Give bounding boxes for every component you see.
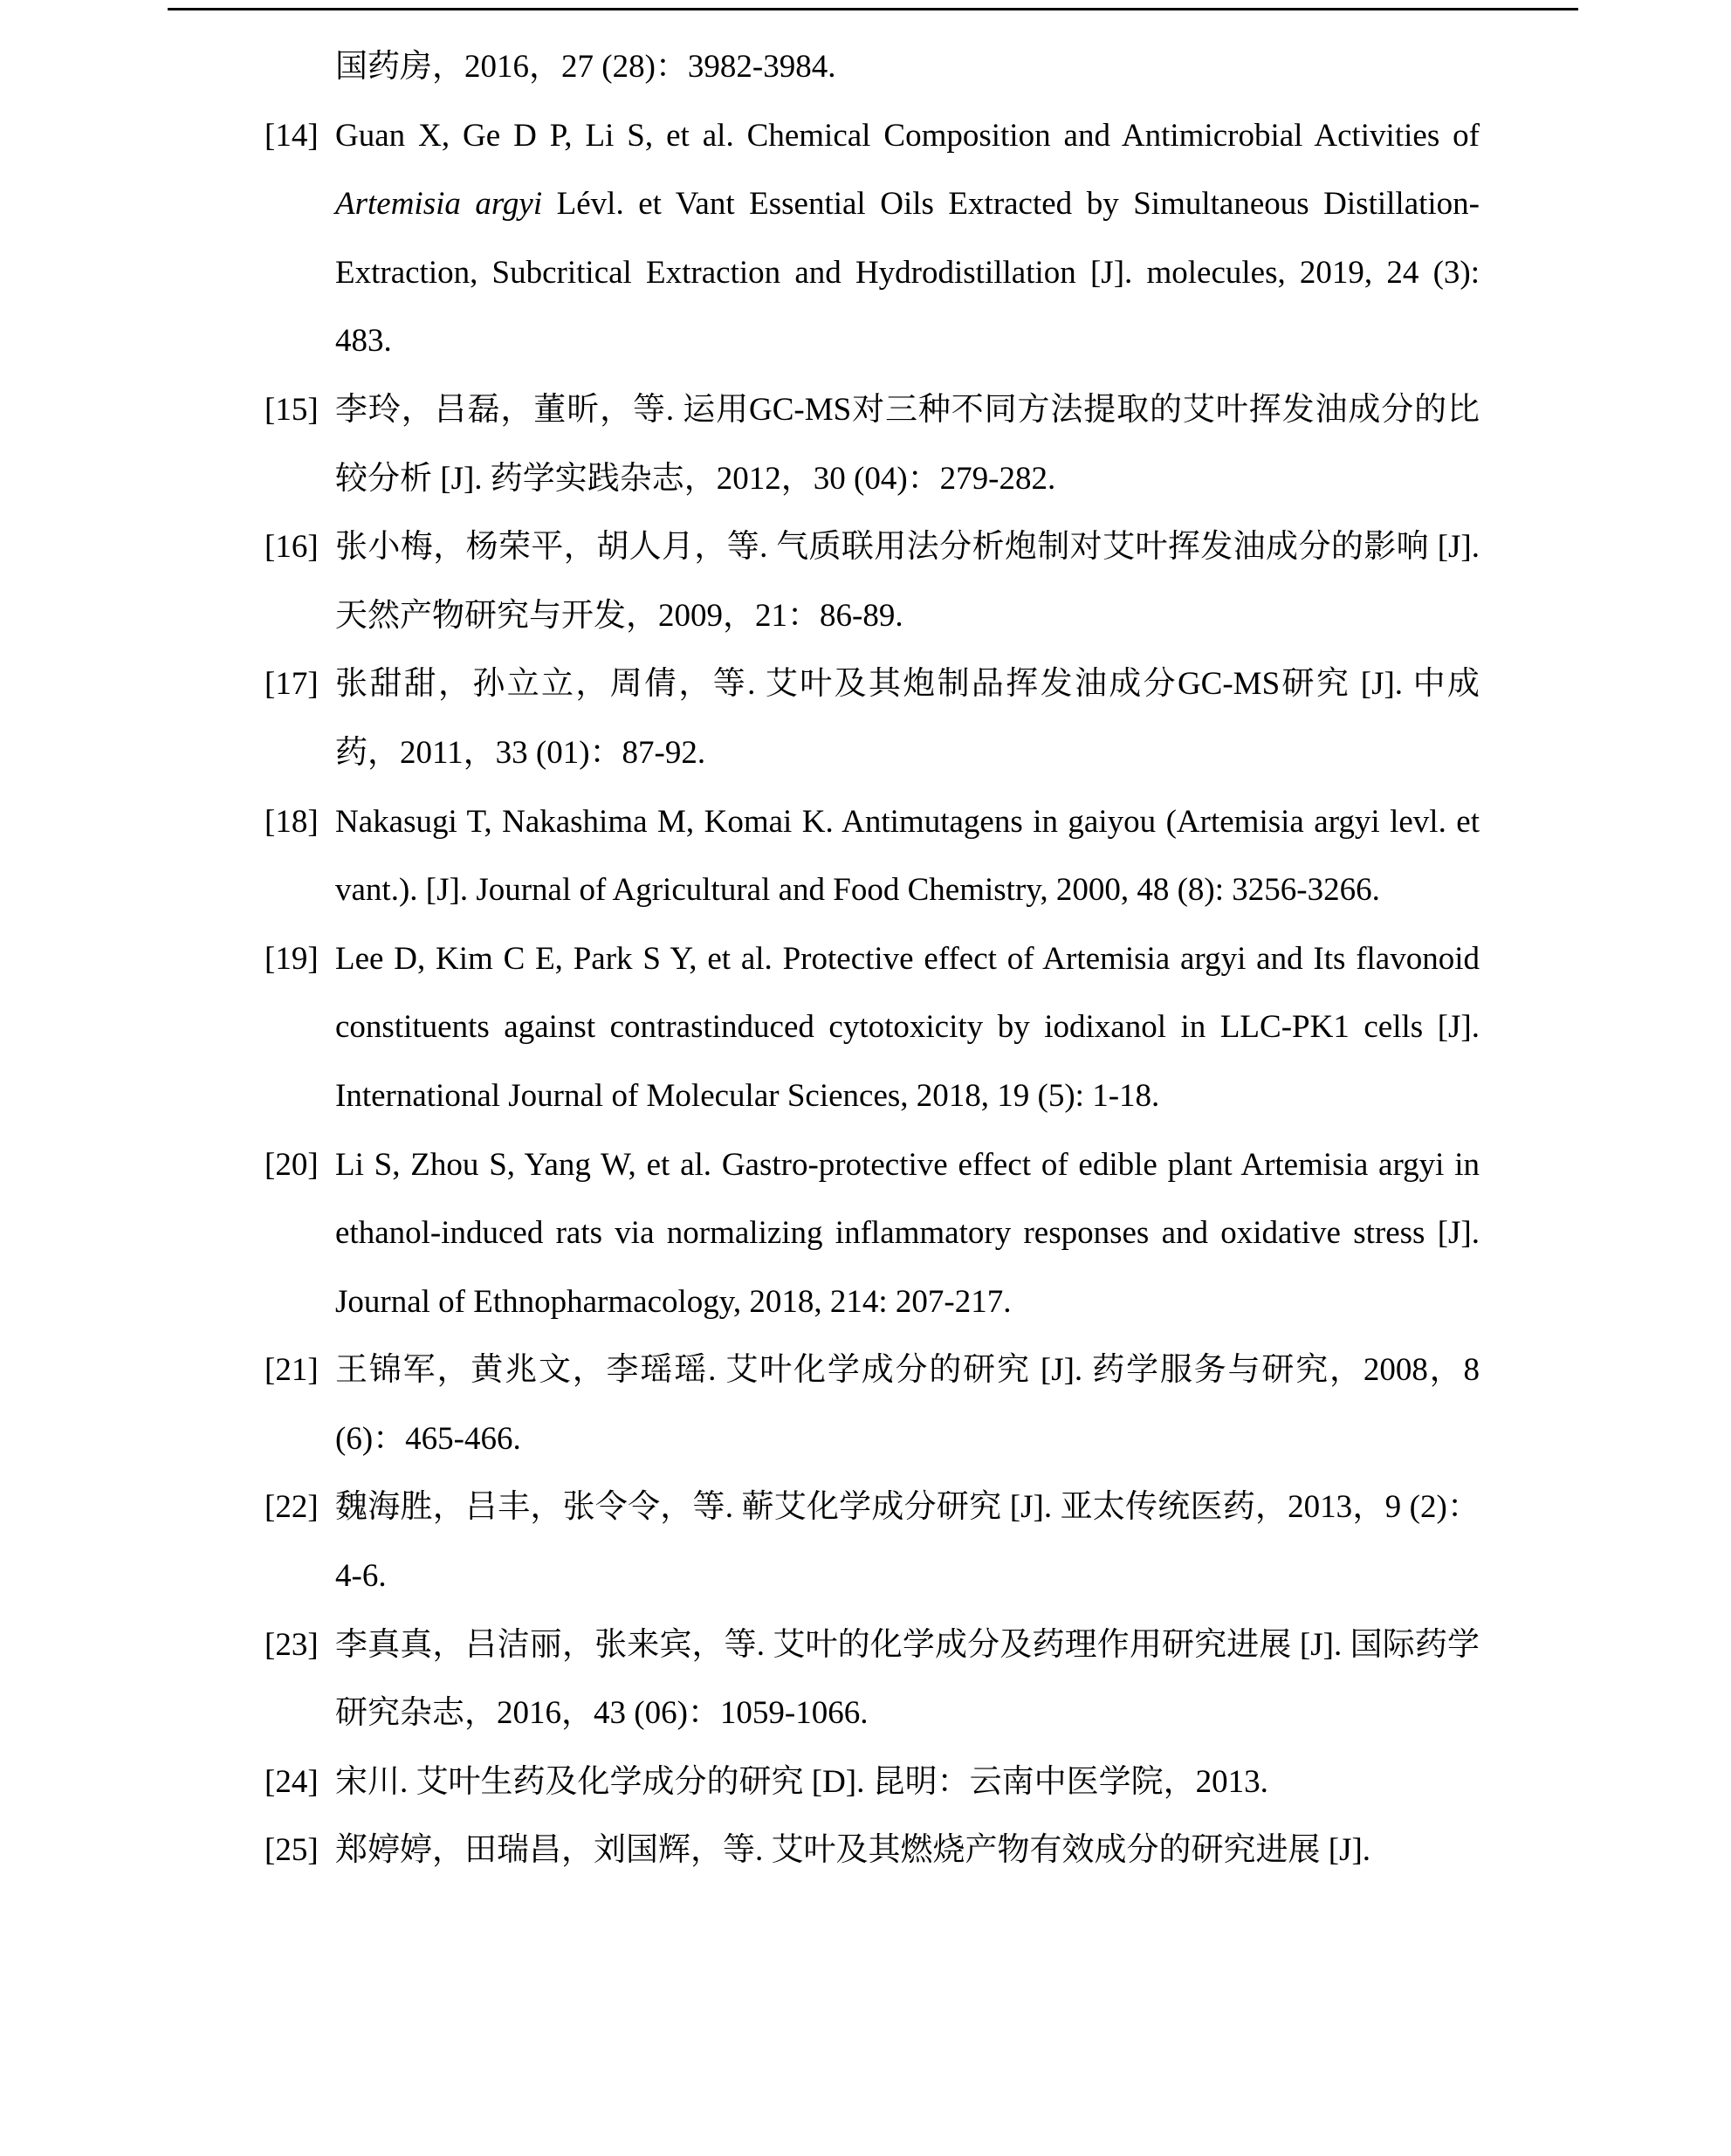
- reference-text: 李玲，吕磊，董昕，等. 运用GC-MS对三种不同方法提取的艾叶挥发油成分的比较分析 [J]. 药学实践杂志，2012，30 (04)：279-282.: [335, 391, 1480, 497]
- reference-item: [264, 1816, 1480, 1885]
- reference-number: [25]: [264, 1832, 319, 1869]
- reference-item: [264, 650, 1480, 787]
- reference-continuation: [264, 33, 1480, 102]
- reference-text: 魏海胜，吕丰，张令令，等. 蕲艾化学成分研究 [J]. 亚太传统医药，2013，9 (2)：4-6.: [335, 1489, 1480, 1595]
- reference-text: 王锦军，黄兆文，李瑶瑶. 艾叶化学成分的研究 [J]. 药学服务与研究，2008，8 (6)：465-466.: [335, 1352, 1480, 1457]
- reference-text: Guan X, Ge D P, Li S, et al. Chemical Composition and Antimicrobial Activities of: [335, 117, 1480, 154]
- reference-number: [23]: [264, 1626, 319, 1663]
- reference-item: [264, 1611, 1480, 1748]
- reference-list: [264, 33, 1480, 1885]
- reference-text: 张小梅，杨荣平，胡人月，等. 气质联用法分析炮制对艾叶挥发油成分的影响 [J]. 天然产物研究与开发，2009，21：86-89.: [335, 529, 1480, 634]
- reference-number: [17]: [264, 666, 319, 703]
- reference-item: [264, 1336, 1480, 1473]
- reference-item: [264, 1473, 1480, 1610]
- reference-number: [18]: [264, 803, 319, 840]
- reference-item: [264, 376, 1480, 513]
- reference-text: 宋川. 艾叶生药及化学成分的研究 [D]. 昆明：云南中医学院，2013.: [335, 1763, 1268, 1800]
- reference-item: [264, 925, 1480, 1131]
- reference-item: [264, 513, 1480, 650]
- reference-text: 张甜甜，孙立立，周倩，等. 艾叶及其炮制品挥发油成分GC-MS研究 [J]. 中成药，2011，33 (01)：87-92.: [335, 666, 1480, 771]
- header-rule: [168, 8, 1578, 10]
- reference-text-after: Lévl. et Vant Essential Oils Extracted by Simultaneous Distillation-Extraction, Subcritical Extraction and Hydrodistillation [J]. molecules, 2019, 24 (3): 483.: [335, 186, 1480, 360]
- reference-text: Li S, Zhou S, Yang W, et al. Gastro-protective effect of edible plant Artemisia argyi in ethanol-induced rats via normalizing inflammatory responses and oxidative stress [J]. Journal of Ethnopharmacology, 2018, 214: 207-217.: [335, 1146, 1480, 1320]
- reference-number: [22]: [264, 1489, 319, 1526]
- reference-number: [24]: [264, 1763, 319, 1800]
- reference-text: Lee D, Kim C E, Park S Y, et al. Protective effect of Artemisia argyi and Its flavonoid constituents against contrastinduced cytotoxicity by iodixanol in LLC-PK1 cells [J]. International Journal of Molecular Sciences, 2018, 19 (5): 1-18.: [335, 940, 1480, 1114]
- reference-item: [264, 1131, 1480, 1337]
- reference-item: [264, 102, 1480, 376]
- reference-number: [20]: [264, 1146, 319, 1183]
- reference-number: [21]: [264, 1352, 319, 1389]
- reference-text: Nakasugi T, Nakashima M, Komai K. Antimutagens in gaiyou (Artemisia argyi levl. et vant.). [J]. Journal of Agricultural and Food Chemistry, 2000, 48 (8): 3256-3266.: [335, 803, 1480, 909]
- reference-number: [16]: [264, 529, 319, 566]
- reference-number: [15]: [264, 391, 319, 428]
- reference-text: 郑婷婷，田瑞昌，刘国辉，等. 艾叶及其燃烧产物有效成分的研究进展 [J].: [335, 1832, 1371, 1869]
- reference-text: 国药房，2016，27 (28)：3982-3984.: [335, 49, 836, 85]
- reference-item: [264, 788, 1480, 925]
- reference-italic-text: Artemisia argyi: [335, 186, 543, 223]
- reference-number: [19]: [264, 940, 319, 977]
- reference-text: 李真真，吕洁丽，张来宾，等. 艾叶的化学成分及药理作用研究进展 [J]. 国际药学研究杂志，2016，43 (06)：1059-1066.: [335, 1626, 1480, 1732]
- reference-item: [264, 1748, 1480, 1817]
- reference-number: [14]: [264, 117, 319, 154]
